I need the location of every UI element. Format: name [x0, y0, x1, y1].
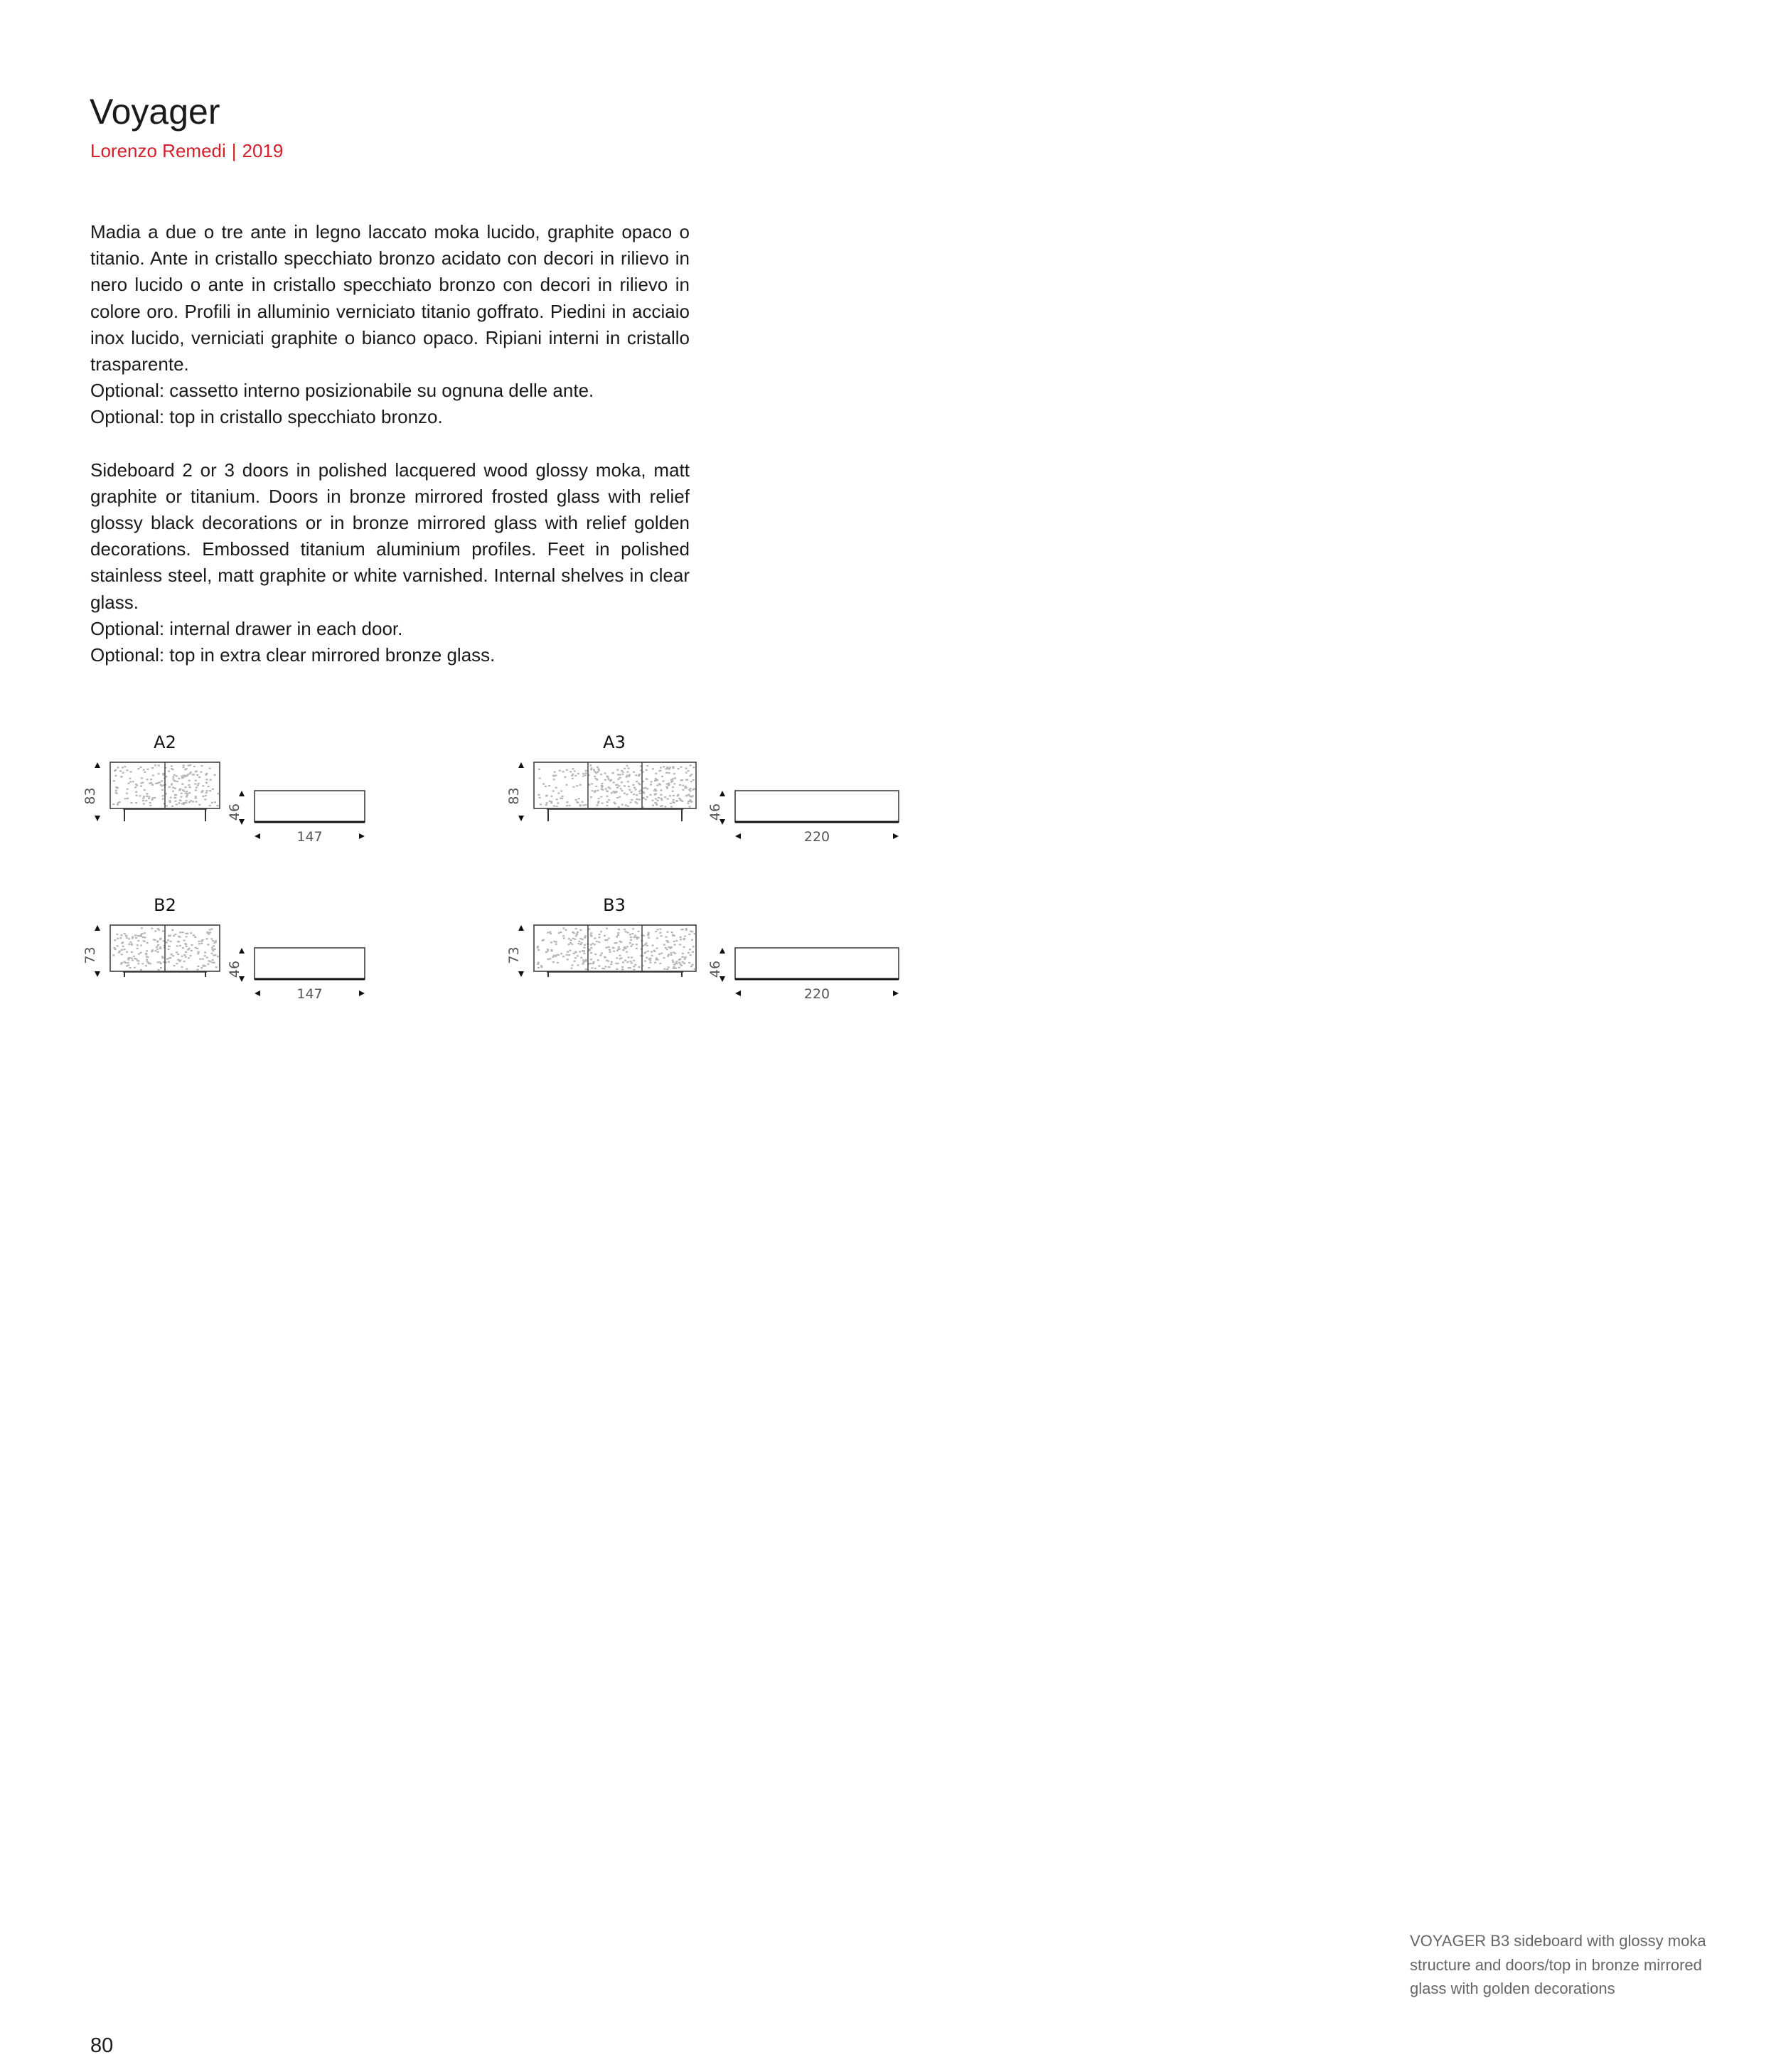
description-english-optional-2: Optional: top in extra clear mirrored bronze glass.: [90, 644, 496, 666]
arrow-up: [518, 762, 524, 768]
model-drawing-b3: [506, 895, 899, 1002]
model-code: A3: [603, 732, 626, 752]
width-dimension: 220: [803, 986, 830, 1002]
design-year: 2019: [242, 140, 284, 161]
arrow-left: [255, 833, 260, 839]
arrow-up: [239, 791, 245, 796]
height-dimension: 73: [82, 946, 98, 964]
description-english-optional-1: Optional: internal drawer in each door.: [90, 617, 403, 639]
arrow-left: [255, 990, 260, 996]
description-english: Sideboard 2 or 3 doors in polished lacquered wood glossy moka, matt graphite or titanium. Doors in bronze mirrored frosted glass with relief glossy black decorations or in bronze mirrored glass with relief golden decorations. Embossed titanium aluminium profiles. Feet in polished stainless steel, matt graphite or white varnished. Internal shelves in clear glass.: [90, 459, 690, 613]
width-dimension: 220: [803, 829, 830, 845]
model-drawing-a3: [506, 732, 899, 845]
model-drawing-b2: [82, 895, 365, 1002]
description-italian: Madia a due o tre ante in legno laccato moka lucido, graphite opaco o titanio. Ante in cristallo specchiato bronzo acidato con decori in rilievo in nero lucido o ante in cristallo specchiato bronzo con decori in rilievo in colore oro. Profili in alluminio verniciato titanio goffrato. Piedini in acciaio inox lucido, verniciati graphite o bianco opaco. Ripiani interni in cristallo trasparente.: [90, 221, 690, 375]
depth-dimension: 46: [707, 803, 723, 821]
model-drawing-a2: [82, 732, 365, 845]
arrow-right: [893, 833, 899, 839]
width-dimension: 147: [296, 986, 323, 1002]
arrow-left: [735, 990, 741, 996]
separator: |: [231, 140, 237, 161]
front-view: [534, 762, 696, 808]
height-dimension: 73: [506, 946, 522, 964]
depth-dimension: 46: [227, 960, 242, 978]
arrow-up: [518, 925, 524, 931]
photo-caption: VOYAGER B3 sideboard with glossy moka structure and doors/top in bronze mirrored glass with golden decorations: [1410, 1932, 1706, 1997]
height-dimension: 83: [506, 787, 522, 805]
top-view: [255, 948, 365, 979]
product-title: Voyager: [90, 92, 220, 132]
top-view: [735, 948, 899, 979]
page-number: 80: [90, 2034, 114, 2057]
arrow-right: [893, 990, 899, 996]
model-code: B2: [154, 895, 176, 915]
arrow-right: [359, 990, 365, 996]
model-code: A2: [154, 732, 176, 752]
description-italian-optional-1: Optional: cassetto interno posizionabile su ognuna delle ante.: [90, 380, 594, 402]
top-view: [255, 791, 365, 822]
arrow-left: [735, 833, 741, 839]
arrow-up: [720, 948, 725, 954]
arrow-down: [518, 971, 524, 977]
width-dimension: 147: [296, 829, 323, 845]
depth-dimension: 46: [707, 960, 723, 978]
top-view: [735, 791, 899, 822]
height-dimension: 83: [82, 787, 98, 805]
designer-name: Lorenzo Remedi: [90, 140, 226, 161]
description-italian-optional-2: Optional: top in cristallo specchiato bronzo.: [90, 406, 443, 428]
model-code: B3: [603, 895, 626, 915]
arrow-up: [95, 762, 100, 768]
arrow-up: [239, 948, 245, 954]
arrow-right: [359, 833, 365, 839]
arrow-up: [95, 925, 100, 931]
arrow-down: [95, 816, 100, 821]
arrow-down: [518, 816, 524, 821]
depth-dimension: 46: [227, 803, 242, 821]
arrow-down: [95, 971, 100, 977]
arrow-up: [720, 791, 725, 796]
